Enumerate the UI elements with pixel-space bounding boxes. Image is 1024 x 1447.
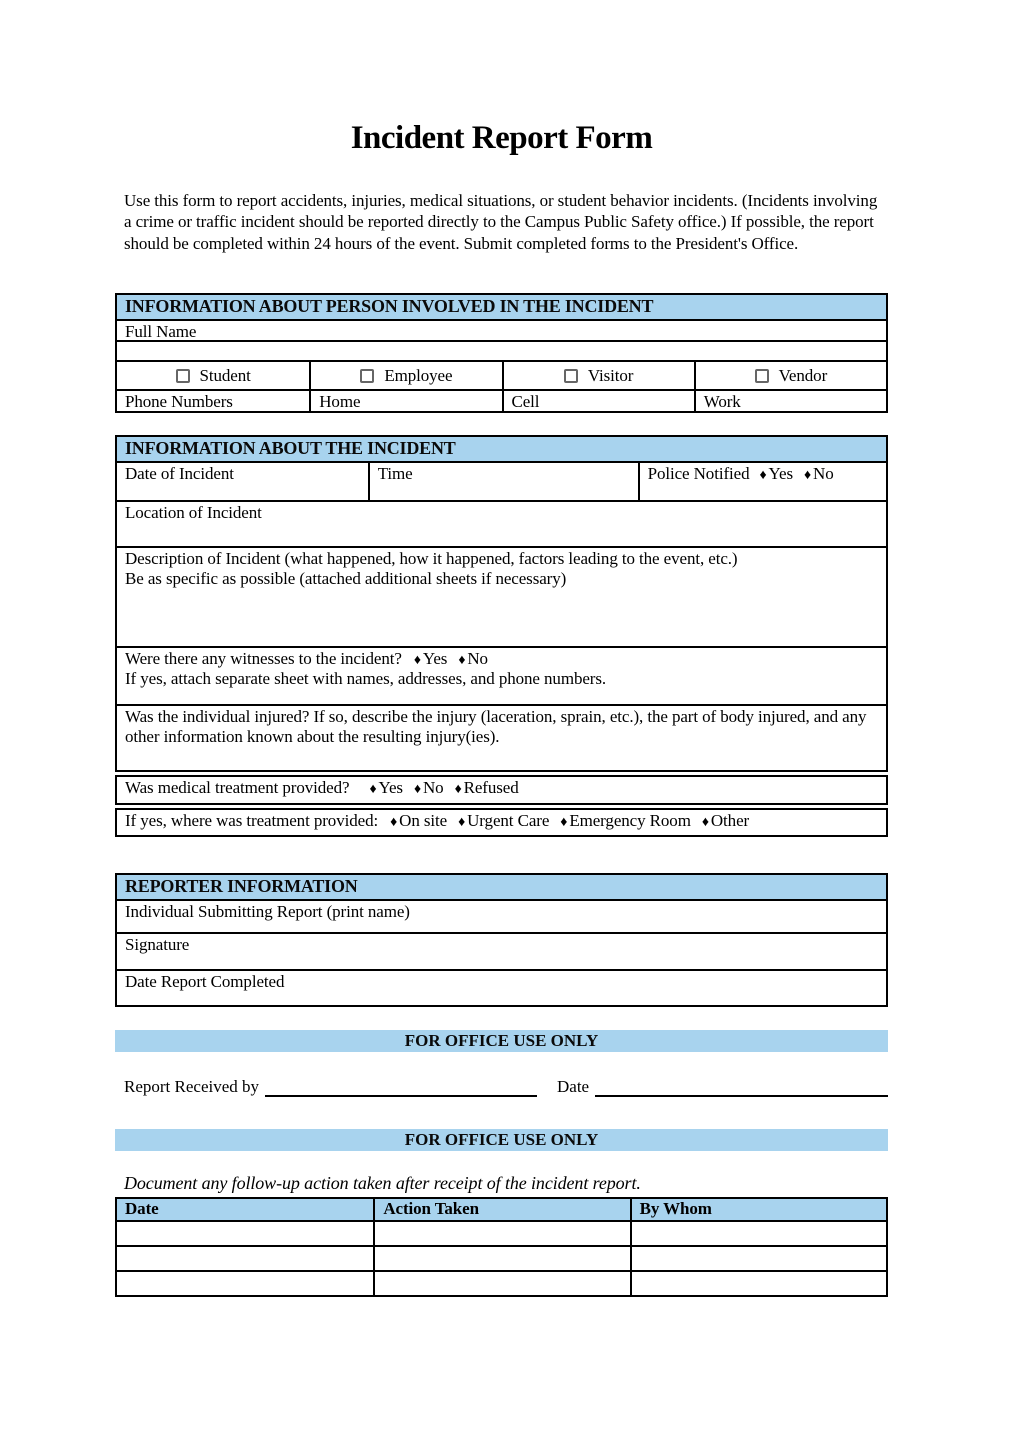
followup-instruction: Document any follow-up action taken after receipt of the incident report.: [124, 1173, 641, 1193]
report-received-row: [124, 1073, 888, 1097]
treatment-location-other[interactable]: [702, 811, 749, 830]
received-date-label: Date: [557, 1077, 590, 1096]
option-label: Emergency Room: [569, 811, 691, 830]
followup-r3-bywhom-cell[interactable]: [630, 1272, 886, 1295]
description-of-incident-field[interactable]: [117, 546, 886, 646]
diamond-icon: ♦: [390, 815, 398, 830]
document-content: [115, 0, 888, 1447]
police-option-no[interactable]: [804, 464, 834, 483]
student-label: Student: [199, 366, 251, 385]
employee-label: Employee: [384, 366, 453, 385]
treatment-option-refused[interactable]: [455, 778, 519, 797]
page-title: Incident Report Form: [350, 120, 653, 156]
diamond-icon: ♦: [560, 815, 568, 830]
office-use-bar-1: FOR OFFICE USE ONLY: [115, 1030, 888, 1052]
role-cell-vendor: [694, 362, 886, 390]
witnesses-question: Were there any witnesses to the incident?: [125, 649, 402, 668]
followup-header-action: Action Taken: [373, 1199, 629, 1220]
diamond-icon: ♦: [369, 782, 377, 797]
location-of-incident-field[interactable]: Location of Incident: [117, 500, 886, 546]
date-report-completed-field[interactable]: Date Report Completed: [117, 969, 886, 1005]
medical-treatment-row: [115, 775, 888, 805]
treatment-option-no[interactable]: [414, 778, 444, 797]
person-section-table: [115, 293, 888, 413]
visitor-label: Visitor: [587, 366, 634, 385]
option-label: Other: [710, 811, 750, 830]
student-checkbox[interactable]: [176, 369, 190, 383]
role-cell-student: [117, 362, 309, 390]
followup-table: [115, 1197, 888, 1297]
treatment-option-yes[interactable]: [369, 778, 402, 797]
option-label: Yes: [378, 778, 403, 797]
diamond-icon: ♦: [413, 782, 421, 797]
option-label: Yes: [422, 649, 448, 668]
witnesses-question-line: [125, 649, 878, 669]
followup-r3-action-cell[interactable]: [373, 1272, 629, 1295]
phone-numbers-label: Phone Numbers: [125, 392, 233, 411]
followup-header-date: Date: [117, 1199, 373, 1220]
followup-r1-date-cell[interactable]: [117, 1222, 373, 1245]
option-label: No: [813, 464, 834, 483]
treatment-location-urgent-care[interactable]: [458, 811, 549, 830]
individual-submitting-field[interactable]: Individual Submitting Report (print name): [117, 899, 886, 932]
option-label: On site: [399, 811, 448, 830]
role-cell-visitor: [502, 362, 694, 390]
option-label: Refused: [463, 778, 519, 797]
diamond-icon: ♦: [413, 653, 421, 668]
report-received-by-label: Report Received by: [124, 1077, 260, 1096]
treatment-location-emergency-room[interactable]: [560, 811, 691, 830]
description-label-line1: Description of Incident (what happened, how it happened, factors leading to the event, etc.): [125, 549, 738, 568]
treatment-location-question: If yes, where was treatment provided:: [125, 811, 379, 830]
employee-checkbox[interactable]: [360, 369, 374, 383]
vendor-checkbox[interactable]: [755, 369, 769, 383]
followup-r2-bywhom-cell[interactable]: [630, 1247, 886, 1270]
office-use-bar-2: FOR OFFICE USE ONLY: [115, 1129, 888, 1151]
phone-work-field[interactable]: Work: [694, 391, 886, 413]
treatment-question: Was medical treatment provided?: [125, 778, 350, 797]
received-date-line[interactable]: [595, 1079, 888, 1097]
followup-row-3: [117, 1270, 886, 1295]
police-option-yes[interactable]: [760, 464, 793, 483]
diamond-icon: ♦: [454, 782, 462, 797]
witnesses-row: [115, 646, 888, 706]
witnesses-option-yes[interactable]: [414, 649, 447, 668]
intro-paragraph: Use this form to report accidents, injuries, medical situations, or student behavior incidents. (Incidents involving a crime or traffic incident should be reported directly to the Campus Public Safety office.) If possible, the report should be completed within 24 hours of the event. Submit completed forms to the President's Office.: [124, 191, 878, 253]
phone-cell-field[interactable]: Cell: [502, 391, 694, 413]
incident-section-header: INFORMATION ABOUT THE INCIDENT: [117, 437, 886, 461]
role-cell-employee: [309, 362, 501, 390]
followup-r2-action-cell[interactable]: [373, 1247, 629, 1270]
time-field[interactable]: Time: [368, 463, 638, 500]
incident-section-table: [115, 435, 888, 648]
followup-header-bywhom: By Whom: [630, 1199, 886, 1220]
phone-numbers-row: [117, 389, 886, 411]
police-notified-label: Police Notified: [647, 464, 750, 483]
followup-r2-date-cell[interactable]: [117, 1247, 373, 1270]
followup-r1-action-cell[interactable]: [373, 1222, 629, 1245]
option-label: Urgent Care: [467, 811, 550, 830]
role-checkbox-row: [117, 360, 886, 389]
option-label: Yes: [768, 464, 793, 483]
treatment-location-onsite[interactable]: [390, 811, 447, 830]
phone-home-field[interactable]: Home: [309, 391, 501, 413]
diamond-icon: ♦: [458, 815, 466, 830]
diamond-icon: ♦: [701, 815, 709, 830]
visitor-checkbox[interactable]: [564, 369, 578, 383]
received-by-signature-line[interactable]: [265, 1079, 537, 1097]
signature-field[interactable]: Signature: [117, 932, 886, 969]
vendor-label: Vendor: [778, 366, 828, 385]
full-name-input-area[interactable]: [117, 340, 886, 360]
witnesses-note: If yes, attach separate sheet with names, addresses, and phone numbers.: [125, 669, 607, 688]
followup-row-1: [117, 1220, 886, 1245]
date-of-incident-field[interactable]: Date of Incident: [125, 464, 234, 483]
diamond-icon: ♦: [759, 468, 767, 483]
option-label: No: [467, 649, 488, 668]
injury-question: Was the individual injured? If so, describe the injury (laceration, sprain, etc.), the part of body injured, and any other information known about the resulting injury(ies).: [125, 707, 867, 746]
diamond-icon: ♦: [803, 468, 812, 483]
description-label-line2: Be as specific as possible (attached additional sheets if necessary): [125, 569, 567, 588]
incident-section: [115, 435, 888, 837]
reporter-section-header: REPORTER INFORMATION: [117, 875, 886, 899]
police-notified-field: [638, 463, 886, 500]
injury-row[interactable]: [115, 704, 888, 772]
full-name-label-row: Full Name: [117, 319, 886, 340]
person-section-header: INFORMATION ABOUT PERSON INVOLVED IN THE INCIDENT: [117, 295, 886, 319]
date-time-police-row: [117, 461, 886, 500]
option-label: No: [423, 778, 444, 797]
reporter-section-table: [115, 873, 888, 1007]
witnesses-option-no[interactable]: [458, 649, 488, 668]
treatment-location-row: [115, 808, 888, 837]
followup-r3-date-cell[interactable]: [117, 1272, 373, 1295]
followup-header-row: [117, 1199, 886, 1220]
followup-row-2: [117, 1245, 886, 1270]
followup-r1-bywhom-cell[interactable]: [630, 1222, 886, 1245]
diamond-icon: ♦: [458, 653, 466, 668]
